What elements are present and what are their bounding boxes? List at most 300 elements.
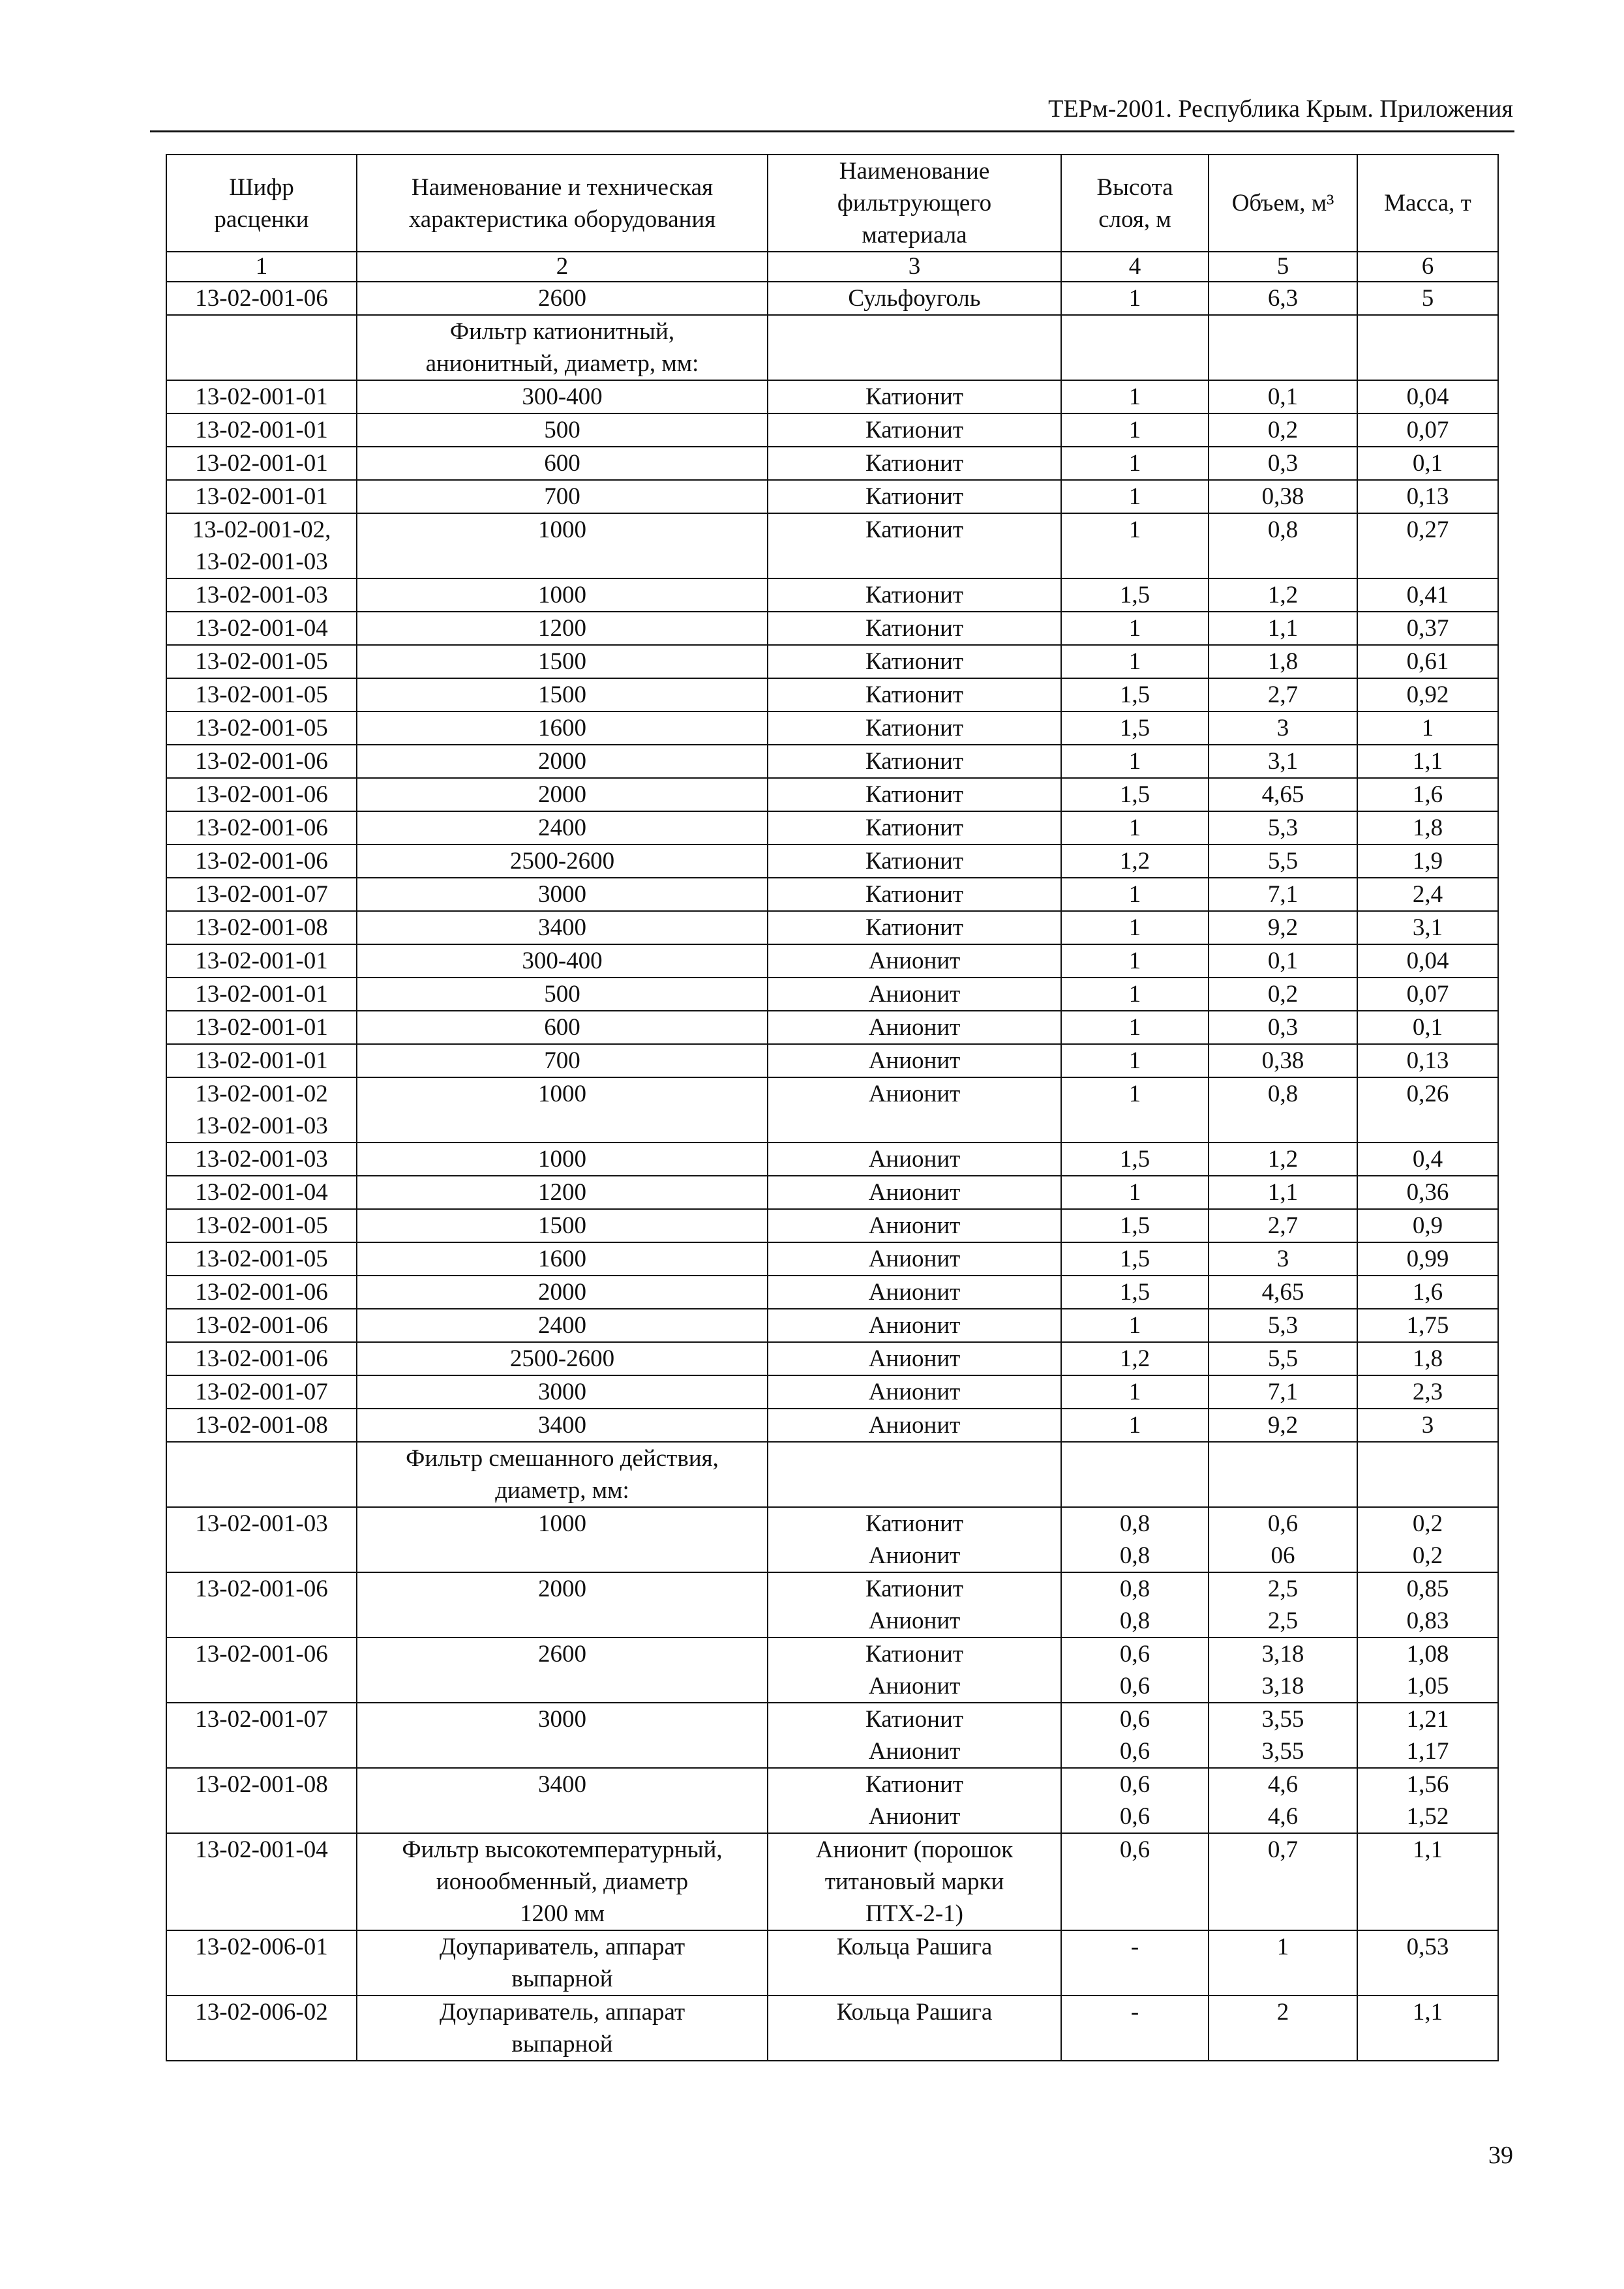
cell-equipment: 300-400 (357, 944, 768, 978)
cell-mass: 1,9 (1357, 845, 1498, 878)
cell-layer-height: 0,6 0,6 (1061, 1638, 1209, 1703)
table-row (166, 413, 1498, 447)
cell-layer-height (1061, 315, 1209, 380)
cell-mass: 1,6 (1357, 778, 1498, 811)
cell-mass: 0,07 (1357, 978, 1498, 1011)
cell-code: 13-02-001-06 (166, 778, 357, 811)
cell-code: 13-02-001-02 13-02-001-03 (166, 1077, 357, 1143)
cell-equipment: 2000 (357, 1572, 768, 1638)
cell-material: Кольца Рашига (768, 1930, 1061, 1996)
cell-layer-height: 1 (1061, 480, 1209, 513)
cell-material: Анионит (768, 1375, 1061, 1409)
cell-code: 13-02-001-08 (166, 1768, 357, 1833)
cell-volume: 1,2 (1209, 1143, 1357, 1176)
cell-layer-height: 1 (1061, 745, 1209, 778)
cell-material: Анионит (768, 1209, 1061, 1242)
cell-code: 13-02-001-02, 13-02-001-03 (166, 513, 357, 578)
cell-material: Катионит (768, 513, 1061, 578)
cell-code: 13-02-001-04 (166, 1176, 357, 1209)
cell-equipment: 1000 (357, 1077, 768, 1143)
cell-equipment: Доупариватель, аппарат выпарной (357, 1996, 768, 2061)
cell-material: Сульфоуголь (768, 282, 1061, 315)
cell-material: Катионит Анионит (768, 1507, 1061, 1572)
cell-code: 13-02-001-06 (166, 845, 357, 878)
table-row (166, 745, 1498, 778)
cell-equipment: 2400 (357, 1309, 768, 1342)
table-row (166, 1309, 1498, 1342)
cell-material: Катионит (768, 380, 1061, 413)
cell-layer-height: 0,8 0,8 (1061, 1572, 1209, 1638)
cell-volume: 1,1 (1209, 1176, 1357, 1209)
table-row (166, 1044, 1498, 1077)
table-row (166, 612, 1498, 645)
cell-equipment: Доупариватель, аппарат выпарной (357, 1930, 768, 1996)
cell-code: 13-02-006-01 (166, 1930, 357, 1996)
cell-layer-height: 1,2 (1061, 1342, 1209, 1375)
cell-volume: 4,6 4,6 (1209, 1768, 1357, 1833)
cell-material: Катионит (768, 447, 1061, 480)
cell-volume: 0,1 (1209, 380, 1357, 413)
table-row (166, 1768, 1498, 1833)
cell-layer-height: 0,6 0,6 (1061, 1703, 1209, 1768)
cell-volume: 3 (1209, 1242, 1357, 1276)
cell-code: 13-02-001-01 (166, 978, 357, 1011)
column-number-row (166, 252, 1498, 282)
cell-equipment: 600 (357, 1011, 768, 1044)
cell-material: Катионит (768, 845, 1061, 878)
cell-equipment: 2600 (357, 1638, 768, 1703)
table-row (166, 845, 1498, 878)
cell-material: Анионит (768, 944, 1061, 978)
header-mass: Масса, т (1357, 155, 1498, 252)
table-row (166, 678, 1498, 711)
cell-material: Катионит Анионит (768, 1703, 1061, 1768)
cell-mass: 0,04 (1357, 944, 1498, 978)
cell-code: 13-02-001-08 (166, 1409, 357, 1442)
cell-volume: 7,1 (1209, 878, 1357, 911)
cell-equipment: 300-400 (357, 380, 768, 413)
table-row (166, 944, 1498, 978)
cell-code: 13-02-001-01 (166, 413, 357, 447)
cell-equipment: 3000 (357, 878, 768, 911)
cell-mass: 2,4 (1357, 878, 1498, 911)
cell-mass: 1,56 1,52 (1357, 1768, 1498, 1833)
cell-mass: 1,75 (1357, 1309, 1498, 1342)
cell-equipment: 1200 (357, 1176, 768, 1209)
table-row (166, 315, 1498, 380)
table-row (166, 480, 1498, 513)
cell-volume: 9,2 (1209, 1409, 1357, 1442)
cell-code (166, 315, 357, 380)
cell-volume: 5,3 (1209, 1309, 1357, 1342)
cell-material: Катионит (768, 645, 1061, 678)
table-row (166, 878, 1498, 911)
cell-equipment: 2000 (357, 778, 768, 811)
cell-layer-height: 1,5 (1061, 1242, 1209, 1276)
column-number: 6 (1357, 252, 1498, 282)
cell-equipment: 2500-2600 (357, 1342, 768, 1375)
cell-volume: 3,55 3,55 (1209, 1703, 1357, 1768)
cell-equipment: Фильтр катионитный, анионитный, диаметр, мм: (357, 315, 768, 380)
cell-material: Катионит (768, 778, 1061, 811)
cell-material: Катионит (768, 578, 1061, 612)
cell-code: 13-02-001-06 (166, 745, 357, 778)
cell-mass: 1,6 (1357, 1276, 1498, 1309)
cell-mass: 0,37 (1357, 612, 1498, 645)
header-code: Шифр расценки (166, 155, 357, 252)
cell-mass: 1,21 1,17 (1357, 1703, 1498, 1768)
cell-code: 13-02-001-01 (166, 480, 357, 513)
cell-equipment: 3000 (357, 1703, 768, 1768)
cell-material: Анионит (768, 1309, 1061, 1342)
cell-volume: 0,38 (1209, 1044, 1357, 1077)
cell-layer-height: 1 (1061, 944, 1209, 978)
cell-code: 13-02-006-02 (166, 1996, 357, 2061)
cell-material: Анионит (768, 1011, 1061, 1044)
cell-code: 13-02-001-05 (166, 1242, 357, 1276)
cell-volume: 0,38 (1209, 480, 1357, 513)
cell-code: 13-02-001-06 (166, 1572, 357, 1638)
header-rule (150, 130, 1514, 132)
table-row (166, 1442, 1498, 1507)
cell-volume: 9,2 (1209, 911, 1357, 944)
cell-code: 13-02-001-04 (166, 612, 357, 645)
cell-volume: 5,5 (1209, 845, 1357, 878)
table-row (166, 1143, 1498, 1176)
cell-code: 13-02-001-05 (166, 645, 357, 678)
cell-mass: 0,1 (1357, 447, 1498, 480)
cell-mass: 3 (1357, 1409, 1498, 1442)
table-row (166, 1342, 1498, 1375)
table-row (166, 911, 1498, 944)
header-volume: Объем, м³ (1209, 155, 1357, 252)
cell-mass: 0,41 (1357, 578, 1498, 612)
table-row (166, 1077, 1498, 1143)
cell-equipment: 1500 (357, 645, 768, 678)
table-row (166, 1409, 1498, 1442)
table-row (166, 645, 1498, 678)
cell-layer-height: - (1061, 1996, 1209, 2061)
cell-code: 13-02-001-05 (166, 1209, 357, 1242)
cell-material: Катионит (768, 911, 1061, 944)
cell-equipment: 2000 (357, 1276, 768, 1309)
cell-equipment: 2500-2600 (357, 845, 768, 878)
cell-layer-height: 1 (1061, 1044, 1209, 1077)
cell-material: Катионит (768, 413, 1061, 447)
cell-mass: 0,2 0,2 (1357, 1507, 1498, 1572)
cell-code: 13-02-001-07 (166, 1703, 357, 1768)
cell-volume: 0,6 06 (1209, 1507, 1357, 1572)
cell-layer-height: 1 (1061, 380, 1209, 413)
cell-mass: 1,8 (1357, 811, 1498, 845)
column-number: 5 (1209, 252, 1357, 282)
table-row (166, 1507, 1498, 1572)
cell-layer-height: 1,5 (1061, 1209, 1209, 1242)
cell-layer-height: 1 (1061, 811, 1209, 845)
cell-layer-height (1061, 1442, 1209, 1507)
cell-layer-height: 1,5 (1061, 778, 1209, 811)
table-row (166, 1209, 1498, 1242)
table-row (166, 380, 1498, 413)
cell-layer-height: 1 (1061, 1077, 1209, 1143)
cell-code: 13-02-001-01 (166, 944, 357, 978)
cell-material: Катионит (768, 711, 1061, 745)
table-row (166, 1572, 1498, 1638)
cell-equipment: 2400 (357, 811, 768, 845)
cell-equipment: 3000 (357, 1375, 768, 1409)
table-row (166, 1833, 1498, 1930)
cell-layer-height: 1 (1061, 513, 1209, 578)
header-equipment: Наименование и техническая характеристика оборудования (357, 155, 768, 252)
cell-code: 13-02-001-03 (166, 1143, 357, 1176)
cell-volume: 1,8 (1209, 645, 1357, 678)
cell-equipment: 700 (357, 480, 768, 513)
cell-volume: 0,2 (1209, 413, 1357, 447)
cell-volume: 5,5 (1209, 1342, 1357, 1375)
cell-equipment: 3400 (357, 911, 768, 944)
table-row (166, 1638, 1498, 1703)
cell-volume: 2 (1209, 1996, 1357, 2061)
cell-layer-height: - (1061, 1930, 1209, 1996)
cell-volume: 2,7 (1209, 1209, 1357, 1242)
cell-material: Катионит Анионит (768, 1572, 1061, 1638)
cell-code: 13-02-001-05 (166, 711, 357, 745)
cell-code: 13-02-001-05 (166, 678, 357, 711)
cell-volume: 0,7 (1209, 1833, 1357, 1930)
cell-material: Катионит (768, 745, 1061, 778)
cell-equipment: 500 (357, 413, 768, 447)
cell-volume (1209, 315, 1357, 380)
cell-volume: 4,65 (1209, 1276, 1357, 1309)
column-number: 3 (768, 252, 1061, 282)
page-number: 39 (1488, 2142, 1513, 2169)
cell-volume: 5,3 (1209, 811, 1357, 845)
cell-mass: 0,07 (1357, 413, 1498, 447)
cell-equipment: Фильтр высокотемпературный, ионообменный, диаметр 1200 мм (357, 1833, 768, 1930)
cell-code: 13-02-001-01 (166, 380, 357, 413)
column-number: 4 (1061, 252, 1209, 282)
cell-mass: 2,3 (1357, 1375, 1498, 1409)
cell-mass: 1,1 (1357, 1996, 1498, 2061)
cell-volume: 3,18 3,18 (1209, 1638, 1357, 1703)
table-row (166, 978, 1498, 1011)
cell-material: Катионит Анионит (768, 1638, 1061, 1703)
cell-material: Анионит (768, 1044, 1061, 1077)
cell-volume: 4,65 (1209, 778, 1357, 811)
table-row (166, 578, 1498, 612)
cell-equipment: 600 (357, 447, 768, 480)
cell-code: 13-02-001-06 (166, 1638, 357, 1703)
table-row (166, 1703, 1498, 1768)
cell-material: Анионит (768, 1409, 1061, 1442)
cell-volume: 0,2 (1209, 978, 1357, 1011)
table-row (166, 711, 1498, 745)
cell-code (166, 1442, 357, 1507)
cell-equipment: 2600 (357, 282, 768, 315)
cell-layer-height: 1 (1061, 612, 1209, 645)
cell-equipment: 1000 (357, 578, 768, 612)
cell-equipment: 1500 (357, 678, 768, 711)
cell-equipment: 2000 (357, 745, 768, 778)
cell-layer-height: 1 (1061, 1309, 1209, 1342)
cell-mass: 0,36 (1357, 1176, 1498, 1209)
cell-code: 13-02-001-06 (166, 811, 357, 845)
cell-material (768, 315, 1061, 380)
cell-equipment: 1600 (357, 1242, 768, 1276)
cell-material: Катионит (768, 612, 1061, 645)
cell-layer-height: 1 (1061, 1176, 1209, 1209)
table-row (166, 1375, 1498, 1409)
cell-material (768, 1442, 1061, 1507)
cell-mass: 0,85 0,83 (1357, 1572, 1498, 1638)
cell-layer-height: 1,5 (1061, 711, 1209, 745)
cell-volume: 3,1 (1209, 745, 1357, 778)
cell-material: Анионит (768, 1143, 1061, 1176)
cell-code: 13-02-001-03 (166, 578, 357, 612)
table-row (166, 778, 1498, 811)
cell-equipment: 3400 (357, 1409, 768, 1442)
cell-code: 13-02-001-01 (166, 1044, 357, 1077)
cell-mass: 0,92 (1357, 678, 1498, 711)
cell-mass: 1,08 1,05 (1357, 1638, 1498, 1703)
cell-mass: 1,1 (1357, 1833, 1498, 1930)
cell-code: 13-02-001-03 (166, 1507, 357, 1572)
cell-layer-height: 1 (1061, 1409, 1209, 1442)
cell-layer-height: 0,6 0,6 (1061, 1768, 1209, 1833)
cell-volume: 0,3 (1209, 447, 1357, 480)
cell-material: Анионит (порошок титановый марки ПТХ-2-1) (768, 1833, 1061, 1930)
cell-code: 13-02-001-06 (166, 282, 357, 315)
cell-code: 13-02-001-01 (166, 447, 357, 480)
table-body (166, 282, 1498, 2061)
cell-mass (1357, 315, 1498, 380)
cell-mass: 3,1 (1357, 911, 1498, 944)
cell-layer-height: 1 (1061, 1375, 1209, 1409)
table-header-row (166, 155, 1498, 252)
cell-volume (1209, 1442, 1357, 1507)
cell-mass: 0,53 (1357, 1930, 1498, 1996)
cell-layer-height: 1,5 (1061, 578, 1209, 612)
table-row (166, 811, 1498, 845)
cell-layer-height: 1 (1061, 645, 1209, 678)
cell-volume: 3 (1209, 711, 1357, 745)
cell-material: Катионит Анионит (768, 1768, 1061, 1833)
cell-material: Анионит (768, 1276, 1061, 1309)
cell-equipment: Фильтр смешанного действия, диаметр, мм: (357, 1442, 768, 1507)
cell-layer-height: 1 (1061, 413, 1209, 447)
cell-layer-height: 1 (1061, 978, 1209, 1011)
cell-equipment: 1000 (357, 1143, 768, 1176)
table-row (166, 1176, 1498, 1209)
cell-mass: 1,1 (1357, 745, 1498, 778)
cell-code: 13-02-001-08 (166, 911, 357, 944)
cell-material: Катионит (768, 878, 1061, 911)
cell-layer-height: 1,2 (1061, 845, 1209, 878)
cell-code: 13-02-001-06 (166, 1276, 357, 1309)
cell-volume: 2,7 (1209, 678, 1357, 711)
cell-volume: 0,3 (1209, 1011, 1357, 1044)
cell-layer-height: 1 (1061, 282, 1209, 315)
cell-layer-height: 1,5 (1061, 1143, 1209, 1176)
cell-volume: 2,5 2,5 (1209, 1572, 1357, 1638)
cell-material: Анионит (768, 1342, 1061, 1375)
cell-volume: 1 (1209, 1930, 1357, 1996)
cell-equipment: 1200 (357, 612, 768, 645)
cell-layer-height: 1 (1061, 447, 1209, 480)
table-row (166, 447, 1498, 480)
cell-equipment: 1000 (357, 513, 768, 578)
cell-volume: 0,8 (1209, 1077, 1357, 1143)
cell-layer-height: 1 (1061, 878, 1209, 911)
cell-mass: 0,04 (1357, 380, 1498, 413)
cell-equipment: 3400 (357, 1768, 768, 1833)
cell-mass: 0,27 (1357, 513, 1498, 578)
cell-material: Анионит (768, 1176, 1061, 1209)
table-row (166, 1930, 1498, 1996)
cell-mass: 0,9 (1357, 1209, 1498, 1242)
cell-mass: 0,4 (1357, 1143, 1498, 1176)
cell-code: 13-02-001-06 (166, 1342, 357, 1375)
cell-material: Катионит (768, 811, 1061, 845)
cell-material: Катионит (768, 480, 1061, 513)
cell-layer-height: 1,5 (1061, 1276, 1209, 1309)
cell-code: 13-02-001-07 (166, 878, 357, 911)
table-row (166, 282, 1498, 315)
cell-volume: 7,1 (1209, 1375, 1357, 1409)
cell-volume: 6,3 (1209, 282, 1357, 315)
cell-volume: 0,8 (1209, 513, 1357, 578)
cell-code: 13-02-001-04 (166, 1833, 357, 1930)
cell-mass: 0,61 (1357, 645, 1498, 678)
cell-mass: 1 (1357, 711, 1498, 745)
cell-mass: 0,99 (1357, 1242, 1498, 1276)
equipment-table (166, 154, 1499, 2061)
cell-equipment: 1000 (357, 1507, 768, 1572)
cell-material: Анионит (768, 978, 1061, 1011)
table-row (166, 1242, 1498, 1276)
running-header: ТЕРм-2001. Республика Крым. Приложения (1048, 95, 1513, 123)
cell-mass: 0,13 (1357, 1044, 1498, 1077)
cell-mass: 1,8 (1357, 1342, 1498, 1375)
cell-layer-height: 0,8 0,8 (1061, 1507, 1209, 1572)
cell-material: Анионит (768, 1242, 1061, 1276)
cell-mass: 5 (1357, 282, 1498, 315)
column-number: 2 (357, 252, 768, 282)
table-row (166, 1996, 1498, 2061)
header-layer-height: Высота слоя, м (1061, 155, 1209, 252)
cell-volume: 0,1 (1209, 944, 1357, 978)
cell-equipment: 1500 (357, 1209, 768, 1242)
cell-code: 13-02-001-06 (166, 1309, 357, 1342)
cell-code: 13-02-001-01 (166, 1011, 357, 1044)
cell-material: Кольца Рашига (768, 1996, 1061, 2061)
cell-layer-height: 1,5 (1061, 678, 1209, 711)
cell-layer-height: 0,6 (1061, 1833, 1209, 1930)
cell-layer-height: 1 (1061, 911, 1209, 944)
cell-code: 13-02-001-07 (166, 1375, 357, 1409)
cell-mass: 0,1 (1357, 1011, 1498, 1044)
cell-mass: 0,26 (1357, 1077, 1498, 1143)
cell-mass (1357, 1442, 1498, 1507)
cell-mass: 0,13 (1357, 480, 1498, 513)
cell-volume: 1,1 (1209, 612, 1357, 645)
cell-equipment: 700 (357, 1044, 768, 1077)
cell-material: Анионит (768, 1077, 1061, 1143)
table-row (166, 1011, 1498, 1044)
cell-equipment: 1600 (357, 711, 768, 745)
column-number: 1 (166, 252, 357, 282)
table-row (166, 513, 1498, 578)
